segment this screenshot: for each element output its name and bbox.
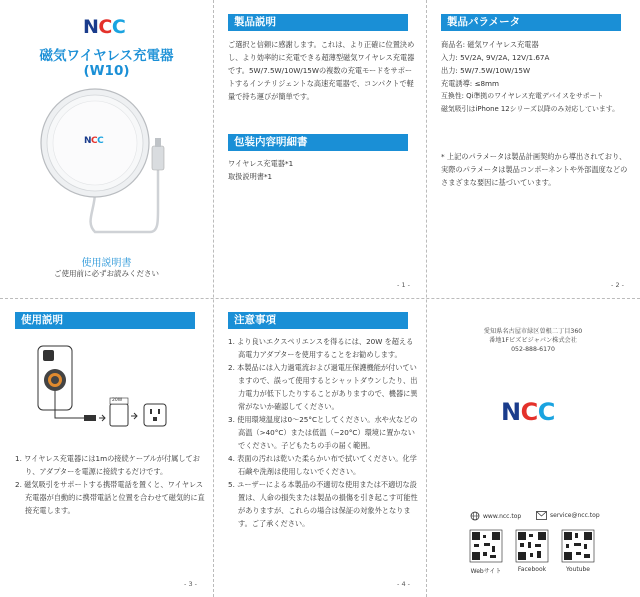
company-phone: 052-888-6170	[511, 346, 555, 353]
qr-label-website: Webサイト	[470, 568, 502, 575]
precautions-panel	[213, 298, 426, 597]
page-number: - 4 -	[397, 580, 410, 588]
param-line: 入力: 5V/2A, 9V/2A, 12V/1.67A	[441, 53, 550, 62]
qr-codes	[426, 526, 640, 566]
param-line: 商品名: 磁気ワイヤレス充電器	[441, 40, 539, 49]
email-address[interactable]: service@ncc.top	[550, 512, 600, 519]
qr-code-website	[470, 530, 502, 562]
brand-logo: NCC	[83, 16, 126, 38]
usage-steps	[15, 452, 205, 517]
adapter-label: 20W	[112, 398, 123, 403]
usage-step: 2. 磁気吸引をサポートする携帯電話を置くと、ワイヤレス充電器が自動的に携帯電話と位置を合わせて磁気的に直接充電します。	[15, 480, 205, 515]
precaution-item: 2. 本製品には入力過電流および過電圧保護機能が付いていますので、誤って使用するとシャットダウンしたり、出力電力が低下したりすることがありますので、機器に異常がないか確認してください。	[228, 363, 418, 411]
section-header-package: 包装内容明細書	[228, 134, 408, 151]
param-note: * 上記のパラメータは製品計画契約から導出されており、実際のパラメータは製品コンポーネントや外部温度などのさまざまな要因に基づいています。	[441, 152, 628, 187]
website-contact[interactable]	[470, 511, 521, 521]
mail-icon	[536, 511, 547, 520]
param-line: 充電誘導: ≤8mm	[441, 79, 500, 88]
precaution-list	[228, 335, 418, 530]
precaution-item: 5. ユーザーによる本製品の不適切な使用または不適切な設置は、人命の損失または製品の損傷を引き起こす可能性がありますが、これらの場合は保証の対象外となります。ご了承ください。	[228, 480, 418, 528]
param-line: 互換性: Qi準拠のワイヤレス充電デバイスをサポート	[441, 92, 604, 100]
manual-subtitle: ご使用前に必ずお読みください	[54, 269, 159, 278]
brand-logo: NCC	[501, 398, 555, 426]
cover-panel	[0, 0, 213, 298]
section-header-precautions: 注意事項	[228, 312, 408, 329]
qr-label-youtube: Youtube	[566, 566, 590, 573]
package-item: 取扱説明書*1	[228, 172, 273, 181]
globe-icon	[470, 511, 480, 521]
back-cover-panel	[426, 298, 640, 597]
param-line: 磁気吸引はiPhone 12シリーズ以降のみ対応しています。	[441, 105, 620, 113]
qr-code-youtube	[562, 530, 594, 562]
company-address-line: 愛知県名古屋市緑区曽根二丁目360	[483, 328, 583, 335]
parameters-panel	[426, 0, 640, 298]
usage-illustration	[0, 298, 213, 448]
section-header-description: 製品説明	[228, 14, 408, 31]
package-item: ワイヤレス充電器*1	[228, 159, 294, 168]
page-number: - 1 -	[397, 281, 410, 289]
section-header-parameters: 製品パラメータ	[441, 14, 621, 31]
product-title: 磁気ワイヤレス充電器	[39, 48, 174, 64]
precaution-item: 3. 使用環境温度は0〜25°Cとしてください。水や火などの高温（>40°C）または低温（−20°C）環境に置かないでください。子どもたちの手の届く範囲。	[228, 415, 418, 450]
device-logo: NCC	[84, 136, 104, 146]
param-line: 出力: 5W/7.5W/10W/15W	[441, 66, 531, 75]
product-description-panel	[213, 0, 426, 298]
charger-illustration	[0, 0, 213, 250]
section-header-usage: 使用説明	[15, 312, 195, 329]
page-number: - 2 -	[611, 281, 624, 289]
manual-title: 使用説明書	[81, 258, 132, 269]
description-text: ご選択と信頼に感謝します。これは、より正確に位置決めし、より効率的に充電できる超薄型磁気ワイヤレス充電器です。5W/7.5W/10W/15Wの複数の充電モードをサポートするインテリジェントな高速充電器で、コンパクトで軽量で持ち運びが簡単です。	[228, 40, 415, 101]
website-url[interactable]: www.ncc.top	[483, 512, 522, 520]
company-address-line: 番地1Fビズビジャパン株式会社	[489, 337, 577, 344]
usage-panel	[0, 298, 213, 597]
product-model: (W10)	[83, 63, 130, 79]
precaution-item: 1. より良いエクスペリエンスを得るには、20W を超える高電力アダプターを使用することをお勧めします。	[228, 337, 414, 359]
email-contact[interactable]	[536, 511, 600, 520]
precaution-item: 4. 表面の汚れは乾いた柔らかい布で拭いてください。化学石鹸や洗剤は使用しないでください。	[228, 454, 417, 476]
usage-step: 1. ワイヤレス充電器には1mの接続ケーブルが付属しており、アダプターを電源に接続するだけです。	[15, 454, 200, 476]
qr-label-facebook: Facebook	[517, 566, 547, 573]
page-number: - 3 -	[184, 580, 197, 588]
qr-code-facebook	[516, 530, 548, 562]
